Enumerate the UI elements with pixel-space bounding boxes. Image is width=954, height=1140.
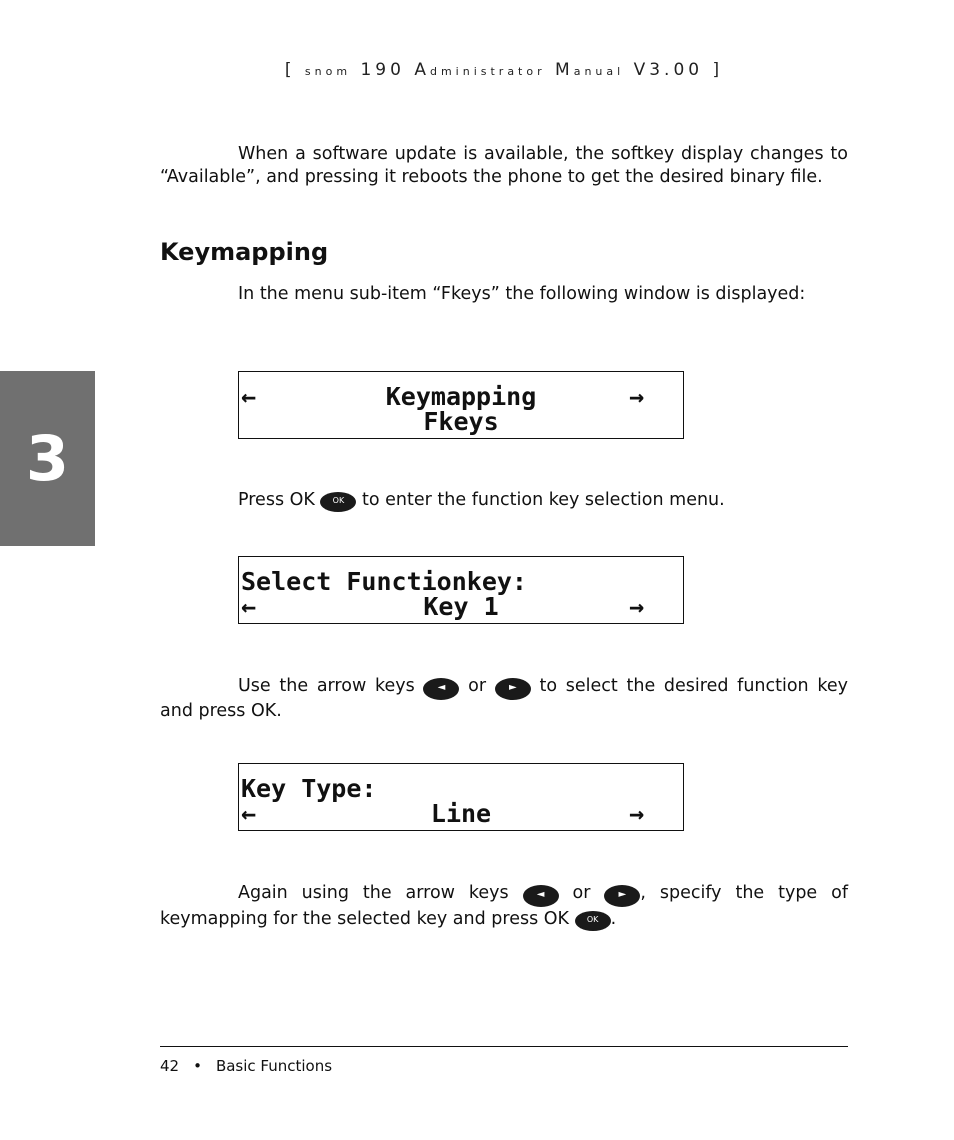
right-arrow-icon: → — [629, 382, 645, 411]
page-footer — [160, 1057, 332, 1075]
left-arrow-icon: ← — [241, 799, 257, 828]
header-brand: snom — [304, 65, 352, 78]
lcd-row-2 — [239, 409, 683, 434]
lcd-row-2 — [239, 594, 683, 619]
lcd-line-1: Keymapping — [385, 382, 537, 411]
lcd-line-2: Fkeys — [423, 407, 499, 436]
right-arrow-icon: → — [629, 592, 645, 621]
footer-section: Basic Functions — [215, 1057, 333, 1075]
again-end: . — [610, 909, 617, 929]
fkeys-paragraph — [160, 283, 848, 306]
again-paragraph — [160, 881, 848, 932]
lcd-row-1 — [239, 776, 683, 801]
header-word2-rest: anual — [573, 65, 625, 78]
lcd-row-1 — [239, 569, 683, 594]
intro-paragraph — [160, 143, 848, 188]
lcd-line-1: Select Functionkey: — [241, 567, 527, 596]
fkeys-text: In the menu sub-item “Fkeys” the following window is displayed: — [238, 284, 806, 304]
lcd-row-2 — [239, 801, 683, 826]
lcd-line-2: Line — [430, 799, 492, 828]
section-heading: Keymapping — [160, 238, 329, 266]
press-ok-paragraph — [160, 489, 848, 512]
right-arrow-key-icon: ► — [495, 678, 531, 700]
again-before: Again using the arrow keys — [238, 883, 509, 903]
header-word2-cap: M — [555, 60, 574, 80]
press-ok-after: to enter the function key selection menu. — [362, 490, 725, 510]
header-close-bracket: ] — [712, 60, 724, 80]
right-arrow-icon: → — [629, 799, 645, 828]
page-number: 42 — [160, 1057, 180, 1075]
header-model: 190 — [360, 60, 405, 80]
lcd-screen-keymapping — [238, 371, 684, 439]
footer-rule — [160, 1046, 848, 1047]
arrow-keys-paragraph — [160, 675, 848, 723]
arrow-before: Use the arrow keys — [238, 676, 415, 696]
header-open-bracket: [ — [284, 60, 296, 80]
right-arrow-key-icon: ► — [604, 885, 640, 907]
chapter-number: 3 — [25, 422, 70, 495]
intro-text: When a software update is available, the softkey display changes to “Available”, and pressing it reboots the phone to get the desired binary file. — [160, 144, 848, 187]
lcd-row-1 — [239, 384, 683, 409]
footer-bullet: • — [193, 1057, 202, 1075]
running-header — [160, 60, 848, 80]
header-version: V3.00 — [633, 60, 704, 80]
left-arrow-icon: ← — [241, 382, 257, 411]
lcd-screen-key-type — [238, 763, 684, 831]
lcd-line-2: Key 1 — [423, 592, 499, 621]
arrow-or: or — [468, 676, 487, 696]
lcd-screen-select-functionkey — [238, 556, 684, 624]
left-arrow-key-icon: ◄ — [523, 885, 559, 907]
press-ok-before: Press OK — [238, 490, 315, 510]
chapter-tab — [0, 371, 95, 546]
ok-button-icon: OK — [320, 492, 356, 512]
again-mid: , specify the type of keymapping for the selected key and press OK — [160, 883, 848, 929]
lcd-line-1: Key Type: — [241, 774, 377, 803]
ok-button-icon: OK — [575, 911, 611, 931]
header-word1-cap: A — [414, 60, 430, 80]
header-word1-rest: dministrator — [429, 65, 546, 78]
arrow-after: to select the desired function key and press OK. — [160, 676, 848, 721]
left-arrow-key-icon: ◄ — [423, 678, 459, 700]
left-arrow-icon: ← — [241, 592, 257, 621]
again-or: or — [572, 883, 591, 903]
